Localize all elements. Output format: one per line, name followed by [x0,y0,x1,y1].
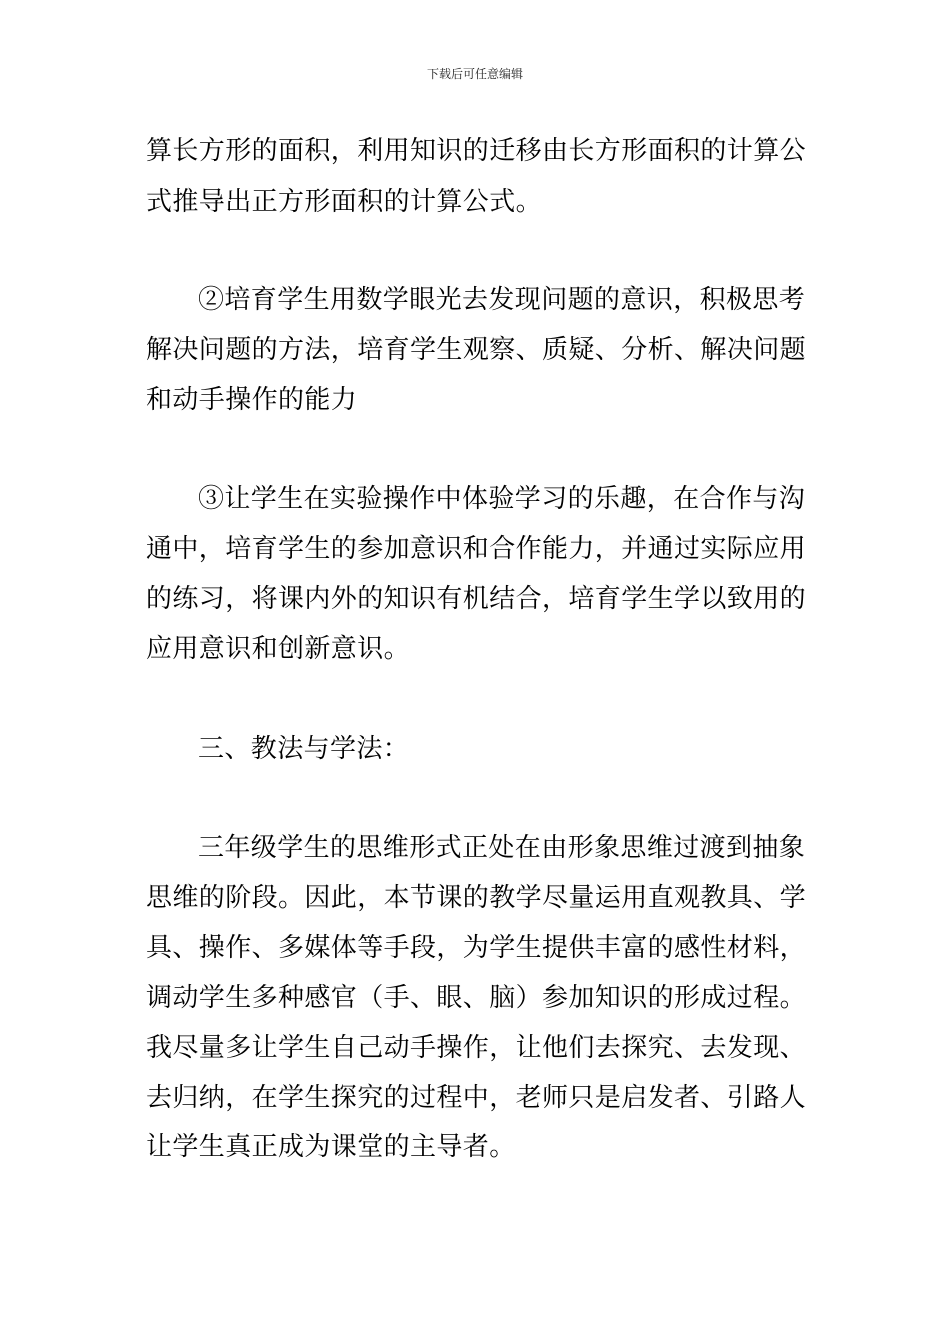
text-line: 思维的阶段。因此，本节课的教学尽量运用直观教具、学 [146,883,807,913]
text-line: 调动学生多种感官（手、眼、脑）参加知识的形成过程。 [146,983,807,1013]
text-line: 算长方形的面积，利用知识的迁移由长方形面积的计算公 [146,136,807,166]
text-line: ②培育学生用数学眼光去发现问题的意识，积极思考 [198,285,806,315]
text-line: 解决问题的方法，培育学生观察、质疑、分析、解决问题 [146,335,807,365]
text-line: 我尽量多让学生自己动手操作，让他们去探究、去发现、 [146,1033,807,1063]
text-line: 的练习，将课内外的知识有机结合，培育学生学以致用的 [146,584,807,614]
text-line: 式推导出正方形面积的计算公式。 [146,187,543,217]
text-line: 去归纳，在学生探究的过程中，老师只是启发者、引路人 [146,1083,807,1113]
section-title: 三、教法与学法： [198,734,410,764]
text-line: 和动手操作的能力 [146,385,358,415]
text-line: 通中，培育学生的参加意识和合作能力，并通过实际应用 [146,534,807,564]
text-line: ③让学生在实验操作中体验学习的乐趣，在合作与沟 [198,484,806,514]
text-line: 应用意识和创新意识。 [146,634,411,664]
page-header: 下载后可任意编辑 [426,67,523,81]
text-line: 让学生真正成为课堂的主导者。 [146,1132,516,1162]
text-line: 具、操作、多媒体等手段，为学生提供丰富的感性材料， [146,933,807,963]
text-line: 三年级学生的思维形式正处在由形象思维过渡到抽象 [198,833,806,863]
